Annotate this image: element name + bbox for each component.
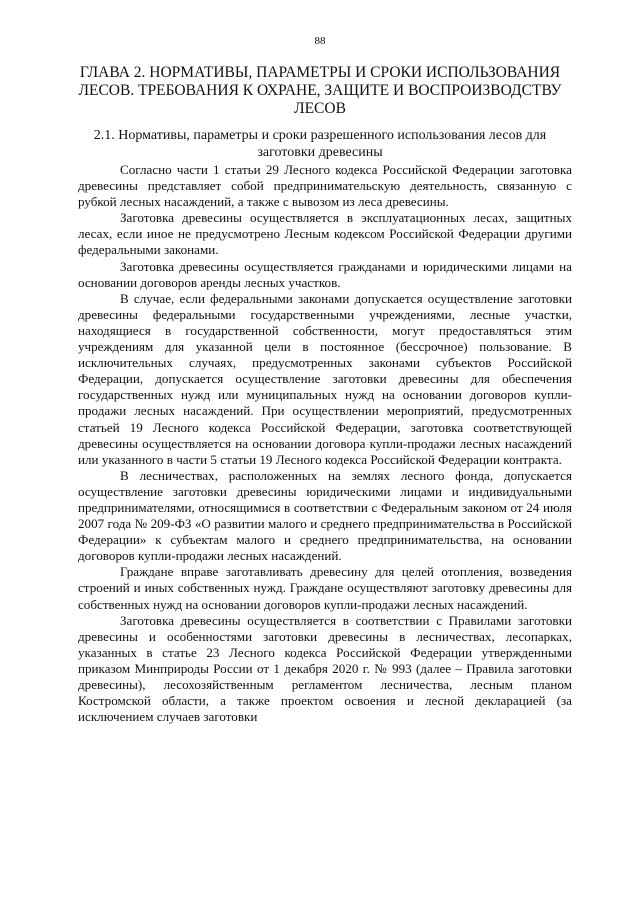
body-text [78, 162, 572, 725]
paragraph: В случае, если федеральными законами допускается осуществление заготовки древесины федеральными государственными учреждениями, лесные участки, находящиеся в государственной собственности, могут предоставляться этим учреждениям для указанной цели в постоянное (бессрочное) пользование. В исключительных случаях, предусмотренных законами субъектов Российской Федерации, допускается осуществление заготовки древесины для обеспечения государственных нужд или муниципальных нужд на основании договоров купли-продажи лесных насаждений. При осуществлении мероприятий, предусмотренных статьей 19 Лесного кодекса Российской Федерации, заготовка соответствующей древесины осуществляется на основании договора купли-продажи лесных насаждений или указанного в части 5 статьи 19 Лесного кодекса Российской Федерации контракта. [78, 290, 572, 467]
chapter-title: ГЛАВА 2. НОРМАТИВЫ, ПАРАМЕТРЫ И СРОКИ ИСПОЛЬЗОВАНИЯ ЛЕСОВ. ТРЕБОВАНИЯ К ОХРАНЕ, ЗАЩИТЕ И ВОСПРОИЗВОДСТВУ ЛЕСОВ [78, 64, 562, 117]
paragraph: Заготовка древесины осуществляется гражданами и юридическими лицами на основании договоров аренды лесных участков. [78, 258, 572, 290]
section-title: 2.1. Нормативы, параметры и сроки разрешенного использования лесов для заготовки древесины [93, 128, 547, 160]
paragraph: Согласно части 1 статьи 29 Лесного кодекса Российской Федерации заготовка древесины представляет собой предпринимательскую деятельность, связанную с рубкой лесных насаждений, а также с вывозом из леса древесины. [78, 162, 572, 210]
paragraph: Граждане вправе заготавливать древесину для целей отопления, возведения строений и иных собственных нужд. Граждане осуществляют заготовку древесины для собственных нужд на основании договоров купли-продажи лесных насаждений. [78, 564, 572, 612]
paragraph: Заготовка древесины осуществляется в соответствии с Правилами заготовки древесины и особенностями заготовки древесины в лесничествах, лесопарках, указанных в статье 23 Лесного кодекса Российской Федерации утвержденными приказом Минприроды России от 1 декабря 2020 г. № 993 (далее – Правила заготовки древесины), лесохозяйственным регламентом лесничества, лесным планом Костромской области, а также проектом освоения и лесной декларацией (за исключением случаев заготовки [78, 612, 572, 725]
page-number: 88 [314, 35, 326, 47]
paragraph: В лесничествах, расположенных на землях лесного фонда, допускается осуществление заготовки древесины юридическими лицами и индивидуальными предпринимателями, относящимися в соответствии с Федеральным законом от 24 июля 2007 года № 209-ФЗ «О развитии малого и среднего предпринимательства в Российской Федерации» к субъектам малого и среднего предпринимательства, на основании договоров купли-продажи лесных насаждений. [78, 467, 572, 564]
paragraph: Заготовка древесины осуществляется в эксплуатационных лесах, защитных лесах, если иное не предусмотрено Лесным кодексом Российской Федерации другими федеральными законами. [78, 210, 572, 258]
